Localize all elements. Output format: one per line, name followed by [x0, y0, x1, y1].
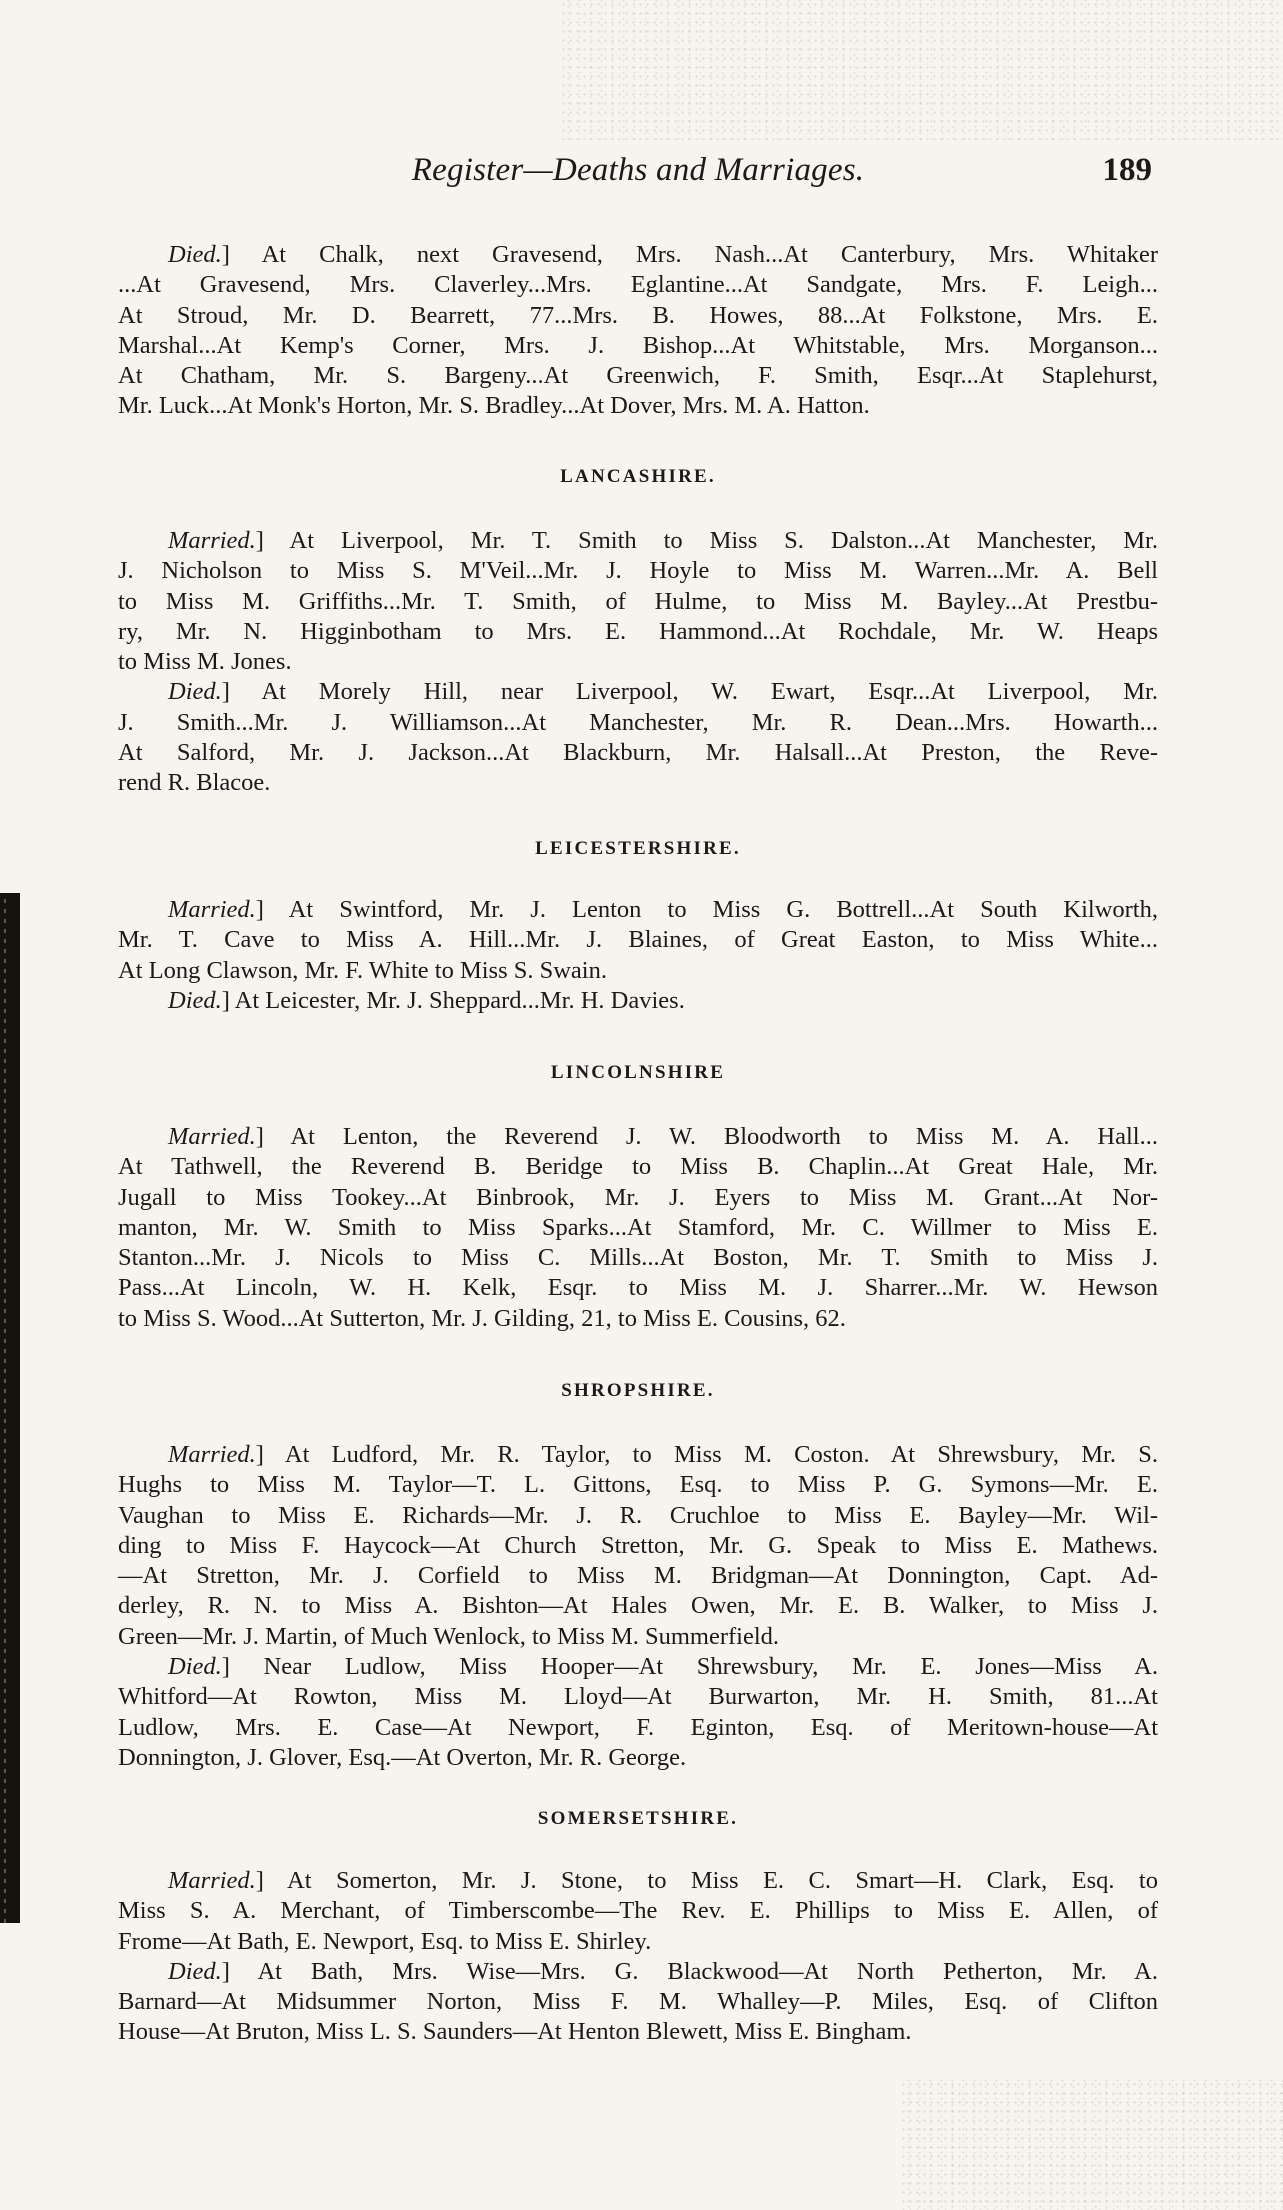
- entry-label: Married.: [168, 1123, 256, 1150]
- section-heading-somersetshire: SOMERSETSHIRE.: [537, 1808, 739, 1829]
- entry-line: [118, 1501, 1158, 1531]
- entry-line: [118, 1243, 1158, 1273]
- entry-line: [118, 1213, 1158, 1243]
- section-body-leicestershire: [118, 895, 1158, 1016]
- entry-text: At Chatham, Mr. S. Bargeny...At Greenwich, F. Smith, Esqr...At Staplehurst,: [118, 362, 1158, 390]
- entry-text: At Long Clawson, Mr. F. White to Miss S. Swain.: [118, 956, 607, 984]
- entry-text: Donnington, J. Glover, Esq.—At Overton, Mr. R. George.: [118, 1743, 687, 1771]
- entry-line: [118, 1866, 1158, 1896]
- entry-line: [118, 1987, 1158, 2017]
- entry-line: [118, 240, 1158, 270]
- entry-line: [118, 1152, 1158, 1182]
- section-body-somersetshire: [118, 1866, 1158, 2048]
- entry-label: Married.: [168, 1867, 256, 1894]
- entry-text: Green—Mr. J. Martin, of Much Wenlock, to Miss M. Summerfield.: [118, 1622, 780, 1650]
- entry-text: manton, Mr. W. Smith to Miss Sparks...At Stamford, Mr. C. Willmer to Miss E.: [118, 1213, 1158, 1241]
- entry-line: [118, 708, 1158, 738]
- entry-text: ] At Bath, Mrs. Wise—Mrs. G. Blackwood—At North Petherton, Mr. A.: [221, 1957, 1158, 1985]
- entry-line: [118, 361, 1158, 391]
- entry-line: [118, 986, 1158, 1016]
- entry-text: ] At Morely Hill, near Liverpool, W. Ewart, Esqr...At Liverpool, Mr.: [221, 678, 1158, 706]
- entry-line: [118, 391, 1158, 421]
- page-edge-shadow: [0, 893, 20, 1923]
- entry-text: ] At Ludford, Mr. R. Taylor, to Miss M. Coston. At Shrewsbury, Mr. S.: [255, 1441, 1158, 1468]
- entry-text: ] At Leicester, Mr. J. Sheppard...Mr. H. Davies.: [221, 986, 685, 1014]
- page-number: 189: [1102, 152, 1152, 188]
- entry-label: Died.: [168, 986, 222, 1014]
- entry-text: —At Stretton, Mr. J. Corfield to Miss M. Bridgman—At Donnington, Capt. Ad-: [118, 1562, 1158, 1590]
- entry-text: At Stroud, Mr. D. Bearrett, 77...Mrs. B. Howes, 88...At Folkstone, Mrs. E.: [118, 301, 1158, 329]
- entry-text: ] At Swintford, Mr. J. Lenton to Miss G. Bottrell...At South Kilworth,: [255, 896, 1158, 923]
- entry-line: [118, 1927, 1158, 1957]
- entry-text: ] At Chalk, next Gravesend, Mrs. Nash...At Canterbury, Mrs. Whitaker: [221, 241, 1158, 268]
- entry-line: [118, 301, 1158, 331]
- entry-text: ry, Mr. N. Higginbotham to Mrs. E. Hammond...At Rochdale, Mr. W. Heaps: [118, 617, 1158, 645]
- entry-text: J. Nicholson to Miss S. M'Veil...Mr. J. Hoyle to Miss M. Warren...Mr. A. Bell: [118, 557, 1158, 585]
- entry-line: [118, 677, 1158, 707]
- entry-line: [118, 738, 1158, 768]
- entry-text: Vaughan to Miss E. Richards—Mr. J. R. Cruchloe to Miss E. Bayley—Mr. Wil-: [118, 1501, 1158, 1529]
- running-head: [118, 152, 1158, 202]
- entry-text: Hughs to Miss M. Taylor—T. L. Gittons, Esq. to Miss P. G. Symons—Mr. E.: [118, 1471, 1158, 1499]
- section-heading-shropshire: SHROPSHIRE.: [561, 1380, 715, 1401]
- entry-line: [118, 1957, 1158, 1987]
- entry-text: J. Smith...Mr. J. Williamson...At Manchester, Mr. R. Dean...Mrs. Howarth...: [118, 708, 1158, 736]
- entry-line: [118, 1183, 1158, 1213]
- entry-line: [118, 270, 1158, 300]
- entry-text: ...At Gravesend, Mrs. Claverley...Mrs. Eglantine...At Sandgate, Mrs. F. Leigh...: [118, 271, 1158, 299]
- entry-line: [118, 1713, 1158, 1743]
- entry-line: [118, 2017, 1158, 2047]
- entry-text: Pass...At Lincoln, W. H. Kelk, Esqr. to Miss M. J. Sharrer...Mr. W. Hewson: [118, 1274, 1158, 1302]
- entry-text: ] Near Ludlow, Miss Hooper—At Shrewsbury, Mr. E. Jones—Miss A.: [221, 1653, 1158, 1681]
- entry-text: Ludlow, Mrs. E. Case—At Newport, F. Eginton, Esq. of Meritown-house—At: [118, 1713, 1158, 1741]
- entry-line: [118, 526, 1158, 556]
- entry-text: Stanton...Mr. J. Nicols to Miss C. Mills...At Boston, Mr. T. Smith to Miss J.: [118, 1244, 1158, 1272]
- entry-text: to Miss M. Jones.: [118, 648, 292, 676]
- section-heading-lancashire: LANCASHIRE.: [560, 466, 716, 487]
- entry-text: ] At Lenton, the Reverend J. W. Bloodworth to Miss M. A. Hall...: [255, 1123, 1158, 1150]
- entry-label: Died.: [168, 241, 222, 268]
- entry-line: [118, 1440, 1158, 1470]
- entry-text: ] At Liverpool, Mr. T. Smith to Miss S. Dalston...At Manchester, Mr.: [255, 527, 1158, 554]
- entry-line: [118, 1896, 1158, 1926]
- entry-label: Married.: [168, 896, 256, 923]
- section-body-kent: [118, 240, 1158, 422]
- entry-line: [118, 1273, 1158, 1303]
- entry-text: At Salford, Mr. J. Jackson...At Blackburn, Mr. Halsall...At Preston, the Reve-: [118, 739, 1158, 767]
- entry-label: Married.: [168, 1441, 256, 1468]
- entry-line: [118, 1122, 1158, 1152]
- section-heading-leicestershire: LEICESTERSHIRE.: [535, 838, 741, 859]
- entry-line: [118, 1591, 1158, 1621]
- entry-line: [118, 895, 1158, 925]
- entry-text: to Miss M. Griffiths...Mr. T. Smith, of Hulme, to Miss M. Bayley...At Prestbu-: [118, 587, 1158, 615]
- entry-text: ] At Somerton, Mr. J. Stone, to Miss E. C. Smart—H. Clark, Esq. to: [255, 1867, 1158, 1894]
- entry-line: [118, 956, 1158, 986]
- entry-line: [118, 1682, 1158, 1712]
- entry-line: [118, 768, 1158, 798]
- entry-label: Married.: [168, 527, 256, 554]
- entry-text: Frome—At Bath, E. Newport, Esq. to Miss E. Shirley.: [118, 1927, 652, 1955]
- entry-text: derley, R. N. to Miss A. Bishton—At Hales Owen, Mr. E. B. Walker, to Miss J.: [118, 1592, 1158, 1620]
- entry-line: [118, 617, 1158, 647]
- entry-line: [118, 1304, 1158, 1334]
- entry-line: [118, 331, 1158, 361]
- running-title: Register—Deaths and Marriages.: [411, 152, 865, 188]
- entry-text: Jugall to Miss Tookey...At Binbrook, Mr. J. Eyers to Miss M. Grant...At Nor-: [118, 1183, 1158, 1211]
- paper-noise-bottom: [900, 2080, 1283, 2210]
- entry-text: Whitford—At Rowton, Miss M. Lloyd—At Burwarton, Mr. H. Smith, 81...At: [118, 1683, 1158, 1711]
- entry-label: Died.: [168, 1653, 222, 1681]
- entry-line: [118, 587, 1158, 617]
- section-body-lincolnshire: [118, 1122, 1158, 1334]
- entry-line: [118, 1531, 1158, 1561]
- entry-text: At Tathwell, the Reverend B. Beridge to Miss B. Chaplin...At Great Hale, Mr.: [118, 1153, 1158, 1181]
- entry-text: ding to Miss F. Haycock—At Church Stretton, Mr. G. Speak to Miss E. Mathews.: [118, 1531, 1158, 1559]
- entry-text: to Miss S. Wood...At Sutterton, Mr. J. Gilding, 21, to Miss E. Cousins, 62.: [118, 1304, 846, 1332]
- entry-text: House—At Bruton, Miss L. S. Saunders—At Henton Blewett, Miss E. Bingham.: [118, 2018, 912, 2046]
- entry-text: Marshal...At Kemp's Corner, Mrs. J. Bishop...At Whitstable, Mrs. Morganson...: [118, 331, 1158, 359]
- entry-text: rend R. Blacoe.: [118, 769, 271, 797]
- entry-label: Died.: [168, 678, 222, 706]
- entry-line: [118, 1652, 1158, 1682]
- entry-line: [118, 1561, 1158, 1591]
- entry-text: Mr. T. Cave to Miss A. Hill...Mr. J. Blaines, of Great Easton, to Miss White...: [118, 926, 1158, 954]
- entry-line: [118, 556, 1158, 586]
- section-body-lancashire: [118, 526, 1158, 799]
- entry-line: [118, 647, 1158, 677]
- paper-noise-top: [560, 0, 1283, 140]
- entry-line: [118, 1470, 1158, 1500]
- entry-line: [118, 925, 1158, 955]
- entry-text: Barnard—At Midsummer Norton, Miss F. M. Whalley—P. Miles, Esq. of Clifton: [118, 1988, 1158, 2016]
- entry-line: [118, 1622, 1158, 1652]
- entry-text: Miss S. A. Merchant, of Timberscombe—The Rev. E. Phillips to Miss E. Allen, of: [118, 1897, 1158, 1925]
- entry-text: Mr. Luck...At Monk's Horton, Mr. S. Bradley...At Dover, Mrs. M. A. Hatton.: [118, 392, 870, 420]
- entry-line: [118, 1743, 1158, 1773]
- section-body-shropshire: [118, 1440, 1158, 1773]
- section-heading-lincolnshire: LINCOLNSHIRE: [550, 1062, 726, 1083]
- entry-label: Died.: [168, 1957, 222, 1985]
